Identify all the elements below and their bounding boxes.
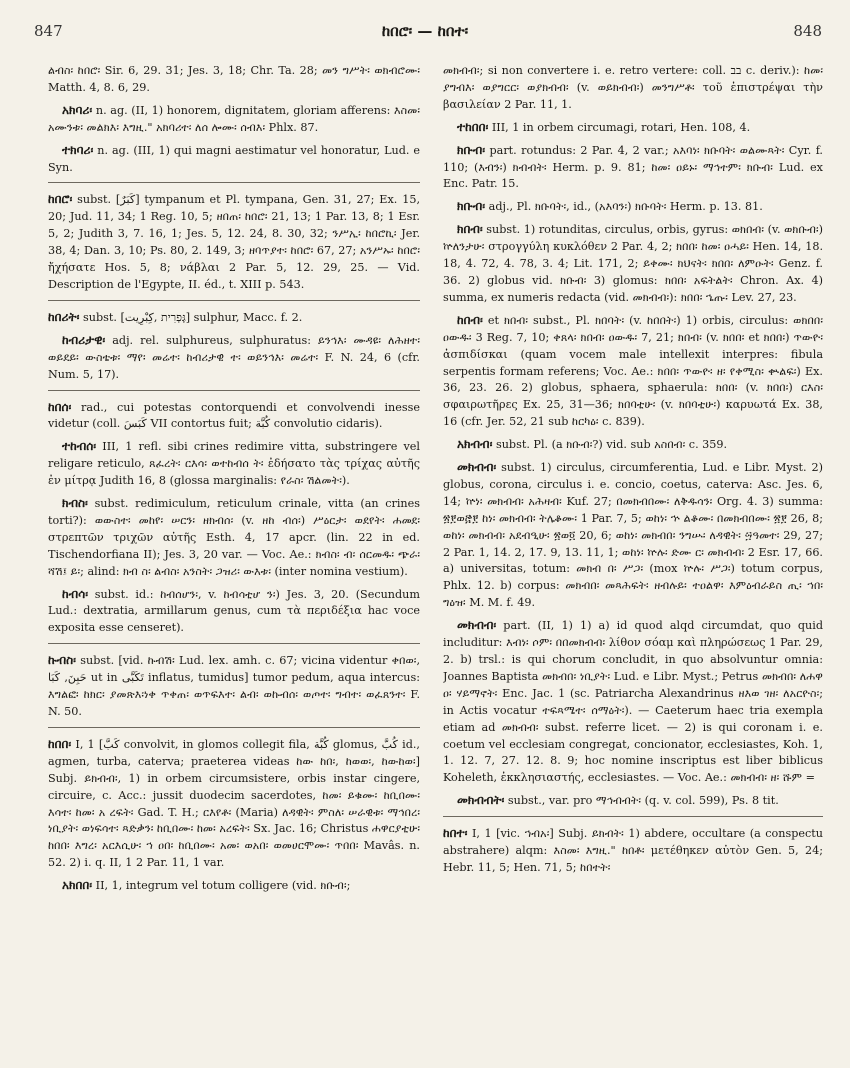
entry-text: subst. 1) rotunditas, circulus, orbis, gyrus: ወክበብ፡ (v. ወክቡብ፡) ኵለንታሁ፡ στρογγύλη κυκλόθεν 2 Par. 4, 2; ክበበ፡ ከመ፡ ዐሓይ፡ Hen. 14, 18. 18, 4. 72, 4. 78, 3. 4; Lit. 171, 2; ይቀሙ፡ ክህናት፡ ክበበ፡ ለምዑት፡ Genz. f. 36. 2) globus vid. ክቡብ፡ 3) glomus: ክበበ፡ አፍትልት፡ Chron. Ax. 4) summa, ex numeris redacta (vid. መክብብ፡): ክበበ፡ ኄጡ፡ Lev. 27, 23. bbox=[443, 223, 823, 304]
entry-divider bbox=[48, 300, 420, 301]
entry-headword: ከበሮ፡ bbox=[48, 192, 73, 207]
entry-text: subst. [גָּפְרִית ,كِبْرِيت] sulphur, Macc. f. 2. bbox=[83, 310, 303, 324]
entry-text: III, 1 in orbem circumagi, rotari, Hen. 108, 4. bbox=[491, 120, 751, 134]
entry-headword: ከብሪታዊ፡ bbox=[62, 332, 106, 347]
entry-text: part. rotundus: 2 Par. 4, 2 var.; አእባነ፡ ክቡባት፡ ወልሙጻት፡ Cyr. f. 110; (እብን፡) ክብብት፡ Herm. p. 9. 81; ከመ፡ ዐይኑ፡ ማኅተም፡ ክቡብ፡ Lud. ex Enc. Patr. 15. bbox=[443, 143, 823, 191]
entry-headword: ክቡብ፡ bbox=[457, 142, 486, 157]
dictionary-entry bbox=[48, 309, 420, 327]
entry-headword: ተከብሰ፡ bbox=[62, 439, 97, 454]
right-column bbox=[443, 62, 823, 1060]
entry-text: adj. rel. sulphureus, sulphuratus: ይንኅእ፡ ሙዳዩ፡ ለሕዘተ፡ ወይደይ፡ ውስቴቱ፡ ማየ፡ መሬተ፡ ከብሪታዊ ተ፡ ወይንኅእ፡ መሬተ፡ F. N. 24, 6 (cfr. Num. 5, 17). bbox=[48, 333, 420, 381]
entry-text: II, 1, integrum vel totum colligere (vid. ክቡብ፡; bbox=[95, 879, 351, 893]
entry-headword: መክብብ፡ bbox=[457, 460, 497, 475]
entry-headword: አክባሪ፡ bbox=[62, 102, 93, 117]
entry-headword: ከበብ፡ bbox=[457, 312, 483, 327]
entry-divider bbox=[48, 390, 420, 391]
dictionary-entry bbox=[48, 191, 420, 293]
running-head: ከበሮ፡ — ከበተ፡ bbox=[381, 22, 469, 40]
entry-text: n. ag. (III, 1) qui magni aestimatur vel honoratur, Lud. e Syn. bbox=[48, 143, 420, 174]
dictionary-entry bbox=[48, 102, 420, 137]
dictionary-entry bbox=[443, 825, 823, 877]
entry-headword: ኩብስ፡ bbox=[48, 653, 76, 668]
dictionary-entry bbox=[48, 586, 420, 638]
entry-text: subst. [كَبَرٌ] tympanum et Pl. tympana, Gen. 31, 27; Ex. 15, 20; Jud. 11, 34; 1 Reg. 10, 5; ዘበጠ፡ ከበሮ፡ 21, 13; 1 Par. 13, 8; 1 Esr. 5, 2; Judith 3, 7. 16, 1; Jes. 5, 12. 24, 8. 30, 32; ንሥኢ፡ ከበሮኪ፡ Jer. 38, 4; Dan. 3, 10; Ps. 80, 2. 149, 3; ዘባጥያተ፡ ከበሮ፡ 67, 27; አንሥኡ፡ ከበሮ፡ ἤχήσατε Hos. 5, 8; νάβλαι 2 Par. 5, 12. 29, 25. — Vid. Description de l'Egypte, II. éd., t. XIII p. 543. bbox=[48, 193, 420, 291]
dictionary-entry bbox=[443, 221, 823, 307]
entry-divider bbox=[48, 182, 420, 183]
entry-headword: ተከበበ፡ bbox=[457, 119, 489, 134]
entry-text: subst. id.: ከብሰሆን፡, v. ከብሳቲሆ ን፡) Jes. 3, 20. (Secundum Lud.: dextratia, armillarum genus, cum τὰ περιδέξια hac voce exposita esse censeret). bbox=[48, 587, 420, 635]
dictionary-entry bbox=[443, 436, 823, 454]
dictionary-entry bbox=[443, 459, 823, 612]
dictionary-entry bbox=[48, 652, 420, 721]
left-column-number: 847 bbox=[34, 22, 63, 40]
entry-headword: ክበብ፡ bbox=[457, 222, 483, 237]
dictionary-entry bbox=[443, 62, 823, 114]
entry-headword: መክብብ፡ bbox=[457, 618, 497, 633]
entry-text: adj., Pl. ክቡባት፡, id., (አእባን፡) ክቡባት፡ Herm. p. 13. 81. bbox=[488, 200, 763, 214]
dictionary-entry bbox=[48, 438, 420, 490]
dictionary-entry bbox=[443, 617, 823, 787]
entry-text: III, 1 refl. sibi crines redimire vitta, substringere vel religare reticulo, ጸፈረት፡ ርእሳ፡ ወተከብሰ ት፡ ἐδήσατο τὰς τρίχας αὐτῆς ἐν μίτρᾳ Judith 16, 8 (glossa marginalis: የራስ፡ ሽልመት፡). bbox=[48, 440, 420, 488]
entry-headword: ከበሰ፡ bbox=[48, 399, 72, 414]
entry-headword: ከበተ፡ bbox=[443, 826, 468, 841]
dictionary-entry bbox=[443, 142, 823, 194]
right-column-number: 848 bbox=[793, 22, 822, 40]
dictionary-entry bbox=[443, 119, 823, 137]
entry-headword: ከብሳ፡ bbox=[62, 586, 89, 601]
dictionary-entry bbox=[48, 877, 420, 895]
entry-headword: ክብስ፡ bbox=[62, 496, 88, 511]
dictionary-entry bbox=[48, 62, 420, 97]
entry-headword: ከበሪት፡ bbox=[48, 309, 80, 324]
entry-text: I, 1 [كَبَّ convolvit, in glomos collegit fila, كُبَّة glomus, كُبَّ id., agmen, turba, caterva; praeterea videas ከው ከበ፡, ከወወ፡, ከውከወ፡] Subj. ይክብብ፡, 1) in orbem circumsistere, orbis instar cingere, circuire, c. Acc.: jussit duodecim sacerdotes, ከመ፡ ይቁሙ፡ ከቢበሙ፡ እሳተ፡ ከመ፡ አ ረፍት፡ Gad. T. H.; ርእየቶ፡ (Maria) ለዳዊት፡ ምስለ፡ ሠራዊቱ፡ ማኅበረ፡ ነቢያት፡ ወነፍሳተ፡ ጻድቃን፡ ከቢበሙ፡ ከመ፡ አረፍት፡ Sx. Jac. 16; Christus ሐዋርያቲሁ፡ ከበበ፡ እግረ፡ አርእሲሁ፡ ኀ ዐበ፡ ከቢበሙ፡ አመ፡ ወአበ፡ ወመሀርሞሙ፡ ጥበበ፡ Mavâs. n. 52. 2) i. q. II, 1 2 Par. 11, 1 var. bbox=[48, 737, 420, 870]
entry-headword: አክበበ፡ bbox=[62, 878, 93, 893]
dictionary-entry bbox=[48, 332, 420, 384]
dictionary-entry bbox=[48, 399, 420, 434]
page-header bbox=[0, 22, 850, 46]
entry-text: መክብብ፡; si non convertere i. e. retro vertere: coll. בב c. deriv.): ከመ፡ ያግብእ፡ ወያግርር፡ ወያክብብ፡ (v. ወይክብብ፡) መንግሥቶ፡ τοῦ ἐπιστρέψαι τὴν βασιλείαν 2 Par. 11, 1. bbox=[443, 64, 823, 111]
entry-text: part. (II, 1) 1) a) id quod alqd circumdat, quo quid includitur: እብነ፡ ሶም፡ በበመክብብ፡ λίθον σόαμ καὶ πληρώσεως 1 Par. 29, 2. b) trsl.: is qui chorum concludit, in quo absolvuntur omnia: Joannes Baptista መክብበ፡ ነቢያት፡ Lud. e Libr. Myst.; Petrus መክብበ፡ ለሐዋ ዐ፡ ሃይማኖት፡ Enc. Jac. 1 (sc. Patriarcha Alexandrinus ዘእወ ገዘ፡ ለአርዮስ፡; in Actis vocatur ተፍጻሜተ፡ ሰማዕት፡). — Caeterum haec tria exempla etiam ad መክብብ፡ subst. referre licet. — 2) is qui coronam i. e. coetum vel ecclesiam congregat, concionator, ecclesiastes, Koh. 1, 1. 12. 7, 27. 12. 8. 9; hoc nomine inscriptus est liber biblicus Koheleth, ἐκκλησιαστής, ecclesiastes. — Voc. Ae.: መክብብ፡ ዘ፡ ሹም = bbox=[443, 619, 823, 785]
entry-headword: ከበበ፡ bbox=[48, 736, 72, 751]
entry-divider bbox=[48, 727, 420, 728]
left-column bbox=[48, 62, 420, 1060]
dictionary-entry bbox=[443, 312, 823, 431]
entry-divider bbox=[443, 816, 823, 817]
entry-text: subst. 1) circulus, circumferentia, Lud. e Libr. Myst. 2) globus, corona, circulus i. e. concio, coetus, caterva: Asc. Jes. 6, 14; ኵነ፡ መክብብ፡ አሕዛብ፡ Kuf. 27; በመክብበሙ፡ ለቅዱሳን፡ Org. 4. 3) summa: ፳፻ወ፸፻ ከነ፡ መክብብ፡ ትሌቆሙ፡ 1 Par. 7, 5; ወከነ፡ ኍ ልቆሙ፡ በመክብበሙ፡ ፳፻ 26, 8; ወከነ፡ መክብብ፡ አደብዒሁ፡ ፳ወ፬ 20, 6; ወከነ፡ መክብበ፡ ንግሡ፡ ለዳዊት፡ ፵ዓመተ፡ 29, 27; 2 Par. 1, 14. 2, 17. 9, 13. 11, 1; ወከነ፡ ኵሉ፡ ድሙ ር፡ መክብብ፡ 2 Esr. 17, 66. a) universitas, totum: መክብ በ፡ ሥጋ፡ (mox ኵሉ፡ ሥጋ፡) totum corpus, Phlx. 12. b) corpus: መክብበ፡ መጻሕፍት፡ ዘብሉይ፡ ተዐልዋ፡ እምዕብራይስ ጢ፡ ኀበ፡ ግዕዝ፡ M. M. f. 49. bbox=[443, 461, 823, 610]
entry-headword: መክብብት፡ bbox=[457, 793, 505, 808]
dictionary-entry bbox=[48, 736, 420, 872]
entry-text: I, 1 [vic. ኀብአ፡] Subj. ይክብት፡ 1) abdere, occultare (a conspectu abstrahere) alqm: እስመ፡ እግዚ." ከበቶ፡ μετέθηκεν αὐτὸν Gen. 5, 24; Hebr. 11, 5; Hen. 71, 5; ከበተት፡ bbox=[443, 827, 823, 874]
entry-text: rad., cui potestas contorquendi et convolvendi inesse videtur (coll. كَبَسَ VII contortus fuit; كُبَّة convolutio cidaris). bbox=[48, 400, 420, 431]
dictionary-entry bbox=[443, 792, 823, 810]
entry-text: n. ag. (II, 1) honorem, dignitatem, gloriam afferens: እስመ፡ አሙንቱ፡ መልክእ፡ እግዚ." አክባሪተ፡ ለሰ ሎሙ፡ ሰብእ፡ Phlx. 87. bbox=[48, 103, 420, 134]
entry-text: et ክበብ፡ subst., Pl. ክበባት፡ (v. ከበበት፡) 1) orbis, circulus: ወክበበ፡ ዐውዱ፡ 3 Reg. 7, 10; ቀጸላ፡ ክበብ፡ ዐውዱ፡ 7, 21; ክበብ፡ (v. ክበበ፡ et ክበበ፡) ጥውዮ፡ ἀσπιδίσκαι (quam vocem male intellexit interpres: fibula serpentis formam referens; Voc. Ae.: ክበበ፡ ጥውዮ፡ ዘ፡ የቀሚስ፡ ቊልፍ፡) Ex. 36, 23. 26. 2) globus, sphaera, sphaerula: ክበበ፡ (v. ክበበ፡) ርእስ፡ σφαιρωτῆρες Ex. 25, 31—36; ክበባቲሁ፡ (v. ክበባቲሁ፡) καρυωτά Ex. 38, 16 (cfr. Jer. 52, 21 sub ከርካዕ፡ c. 839). bbox=[443, 313, 823, 429]
entry-text: subst., var. pro ማኅብብት፡ (q. v. col. 599), Ps. 8 tit. bbox=[507, 794, 779, 808]
entry-text: ልብስ፡ ከበሮ፡ Sir. 6, 29. 31; Jes. 3, 18; Chr. Ta. 28; መን ግሥት፡ ወክብሮሙ፡ Matth. 4, 8. 6, 29. bbox=[48, 64, 420, 94]
dictionary-entry bbox=[443, 198, 823, 216]
entry-text: subst. [vid. ኩብሽ፡ Lud. lex. amh. c. 67; vicina videntur ቀበወ፡, حَبِنَ, كَبَا ut in تَكَبَّى inflatus, tumidus] tumor pedum, aqua intercus: እግልፎ፡ ከክር፡ ያመጽእ፡ነቀ ጥቀጠ፡ ወጥፍእተ፡ ልብ፡ ወኩብሰ፡ ወጦተ፡ ግብተ፡ ወፈጸንተ፡ F. N. 50. bbox=[48, 654, 420, 718]
dictionary-entry bbox=[48, 142, 420, 177]
entry-headword: ተክባሪ፡ bbox=[62, 142, 94, 157]
entry-headword: አክብብ፡ bbox=[457, 437, 493, 452]
entry-text: subst. redimiculum, reticulum crinale, vitta (an crines torti?): ወውስተ፡ መከየ፡ ሠርን፡ ዘክብሰ፡ (v. ዘከ ብሰ፡) ሥዕርታ፡ ወደየት፡ ሐመደ፡ στρεπτῶν τριχῶν αὐτῆς Esth. 4, 17 apcr. (lin. 22 in ed. Tischendorfiana II); Jes. 3, 20 var. — Voc. Ae.: ክብስ፡ ብ፡ ሰርመዱ፡ ጭራ፡ ሻሽ፤ ይ፡; alind: ክብ ስ፡ ልብስ፡ አንስት፡ ጋዝሪ፡ ውእቱ፡ (inter nomina vestium). bbox=[48, 497, 420, 578]
entry-text: subst. Pl. (a ክቡብ፡?) vid. sub አስበብ፡ c. 359. bbox=[495, 438, 728, 452]
entry-divider bbox=[48, 643, 420, 644]
dictionary-entry bbox=[48, 495, 420, 581]
entry-headword: ክቡብ፡ bbox=[457, 199, 486, 214]
